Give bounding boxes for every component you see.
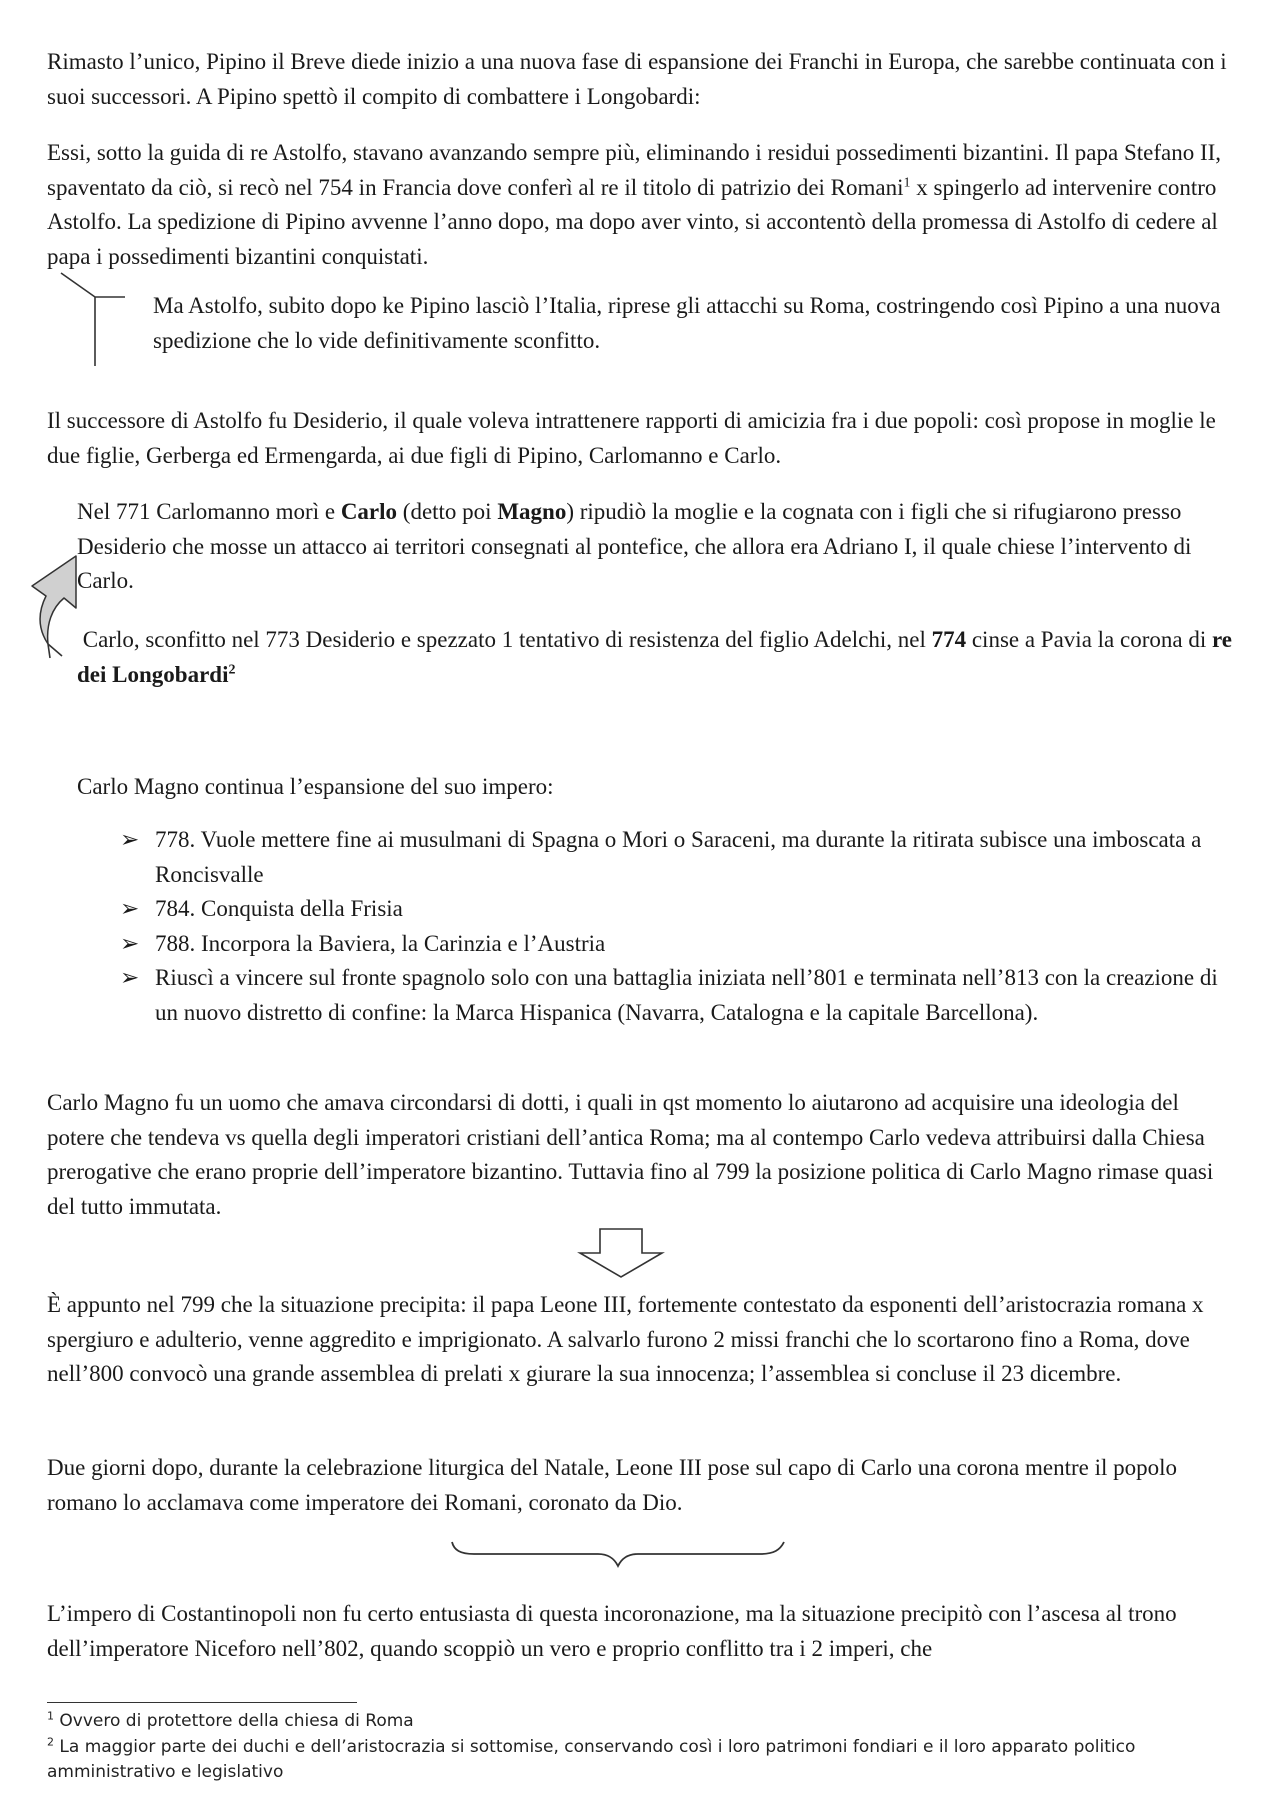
paragraph-costantinopoli: L’impero di Costantinopoli non fu certo entusiasta di questa incoronazione, ma la situazione precipitò con l’ascesa al trono dell’imperatore Niceforo nell’802, quando scoppiò un vero e proprio conflitto tra i 2 imperi, che xyxy=(47,1601,1177,1661)
footnotes xyxy=(47,1709,1237,1786)
paragraph-astolfo xyxy=(47,136,1235,274)
list-item-text: 778. Vuole mettere fine ai musulmani di Spagna o Mori o Saraceni, ma durante la ritirata subisce una imboscata a Roncisvalle xyxy=(155,827,1202,887)
text-year-774: 774 xyxy=(931,627,967,652)
paragraph-astolfo-part-2: x spingerlo ad intervenire contro Astolfo. La spedizione di Pipino avvenne l’anno dopo, ma dopo aver vinto, si accontentò della promessa di Astolfo di cedere al papa i possedimenti bizantini conquistati. xyxy=(47,174,1218,269)
list-item-text: 788. Incorpora la Baviera, la Carinzia e l’Austria xyxy=(155,930,606,956)
text-run: ) ripudiò la moglie e la cognata con i figli che si rifugiarono presso Desiderio che mosse un attacco ai territori consegnati al pontefice, che allora era Adriano I, il quale chiese l’intervento di Carlo. xyxy=(77,499,1192,593)
brace-icon xyxy=(448,1540,788,1570)
text-run: Nel 771 Carlomanno morì e xyxy=(77,499,341,524)
footnote-2-num: 2 xyxy=(47,1734,54,1748)
footnote-2-text: La maggior parte dei duchi e dell’aristocrazia si sottomise, conservando così i loro patrimoni fondiari e il loro apparato politico amministrativo e legislativo xyxy=(47,1736,1136,1782)
text-magno: Magno xyxy=(497,499,567,524)
campaign-list xyxy=(120,823,1235,1030)
footnote-ref-1[interactable]: 1 xyxy=(903,174,911,190)
paragraph-desiderio: Il successore di Astolfo fu Desiderio, il quale voleva intrattenere rapporti di amicizia fra i due popoli: così propose in moglie le due figlie, Gerberga ed Ermengarda, ai due figli di Pipino, Carlomanno e Carlo. xyxy=(47,408,1216,468)
footnote-ref-2[interactable] xyxy=(228,662,235,677)
footnote-ref-2-num: 2 xyxy=(228,661,236,677)
text-run: cinse a Pavia la corona di xyxy=(966,627,1212,652)
bullet-arrow-icon: ➢ xyxy=(120,827,140,852)
text-re-longobardi: re dei Longobardi xyxy=(77,627,1232,687)
list-item xyxy=(120,961,1235,1030)
list-item xyxy=(120,823,1235,892)
list-item xyxy=(120,892,1235,927)
paragraph-dotti: Carlo Magno fu un uomo che amava circondarsi di dotti, i quali in qst momento lo aiutarono ad acquisire una ideologia del potere che tendeva vs quella degli imperatori cristiani dell’antica Roma; ma al contempo Carlo vedeva attribuirsi dalla Chiesa prerogative che erano proprie dell’imperatore bizantino. Tuttavia fino al 799 la posizione politica di Carlo Magno rimase quasi del tutto immutata. xyxy=(47,1090,1214,1219)
footnote-2 xyxy=(47,1735,1237,1786)
paragraph-leone-iii: È appunto nel 799 che la situazione precipita: il papa Leone III, fortemente contestato da esponenti dell’aristocrazia romana x spergiuro e adulterio, venne aggredito e imprigionato. A salvarlo furono 2 missi franchi che lo scortarono fino a Roma, dove nell’800 convocò una grande assemblea di prelati x giurare la sua innocenza; l’assemblea si concluse il 23 dicembre. xyxy=(47,1292,1204,1386)
text-carlo: Carlo xyxy=(340,499,398,524)
paragraph-astolfo-part-1: Essi, sotto la guida di re Astolfo, stavano avanzando sempre più, eliminando i residui possedimenti bizantini. Il papa Stefano II, spaventato da ciò, si recò nel 754 in Francia dove conferì al re il titolo di patrizio dei Romani xyxy=(47,140,1222,200)
footnote-1 xyxy=(47,1709,1237,1735)
bullet-arrow-icon: ➢ xyxy=(120,965,140,990)
text-run: (detto poi xyxy=(397,499,498,524)
paragraph-incoronazione: Due giorni dopo, durante la celebrazione liturgica del Natale, Leone III pose sul capo di Carlo una corona mentre il popolo romano lo acclamava come imperatore dei Romani, coronato da Dio. xyxy=(47,1455,1178,1515)
list-item-text: 784. Conquista della Frisia xyxy=(155,896,403,921)
footnote-1-num: 1 xyxy=(47,1709,54,1723)
down-arrow-icon xyxy=(578,1227,664,1279)
paragraph-astolfo-defeat: Ma Astolfo, subito dopo ke Pipino lasciò l’Italia, riprese gli attacchi su Roma, costringendo così Pipino a una nuova spedizione che lo vide definitivamente sconfitto. xyxy=(153,293,1221,353)
paragraph-pipino-intro: Rimasto l’unico, Pipino il Breve diede inizio a una nuova fase di espansione dei Franchi in Europa, che sarebbe continuata con i suoi successori. A Pipino spettò il compito di combattere i Longobardi: xyxy=(47,49,1227,109)
list-item-text: Riuscì a vincere sul fronte spagnolo solo con una battaglia iniziata nell’801 e terminata nell’813 con la creazione di un nuovo distretto di confine: la Marca Hispanica (Navarra, Catalogna e la capitale Barcellona). xyxy=(155,965,1218,1025)
bullet-arrow-icon: ➢ xyxy=(120,930,140,956)
footnote-divider xyxy=(47,1702,357,1703)
list-item xyxy=(120,927,1235,962)
paragraph-carlo-re-longobardi xyxy=(77,623,1237,692)
footnote-1-text: Ovvero di protettore della chiesa di Roma xyxy=(59,1711,414,1731)
branch-connector-icon xyxy=(58,270,128,370)
paragraph-carlomanno xyxy=(77,495,1237,599)
bullet-arrow-icon: ➢ xyxy=(120,896,140,921)
paragraph-espansione: Carlo Magno continua l’espansione del suo impero: xyxy=(77,774,554,799)
text-run: Carlo, sconfitto nel 773 Desiderio e spezzato 1 tentativo di resistenza del figlio Adelchi, nel xyxy=(82,627,932,652)
